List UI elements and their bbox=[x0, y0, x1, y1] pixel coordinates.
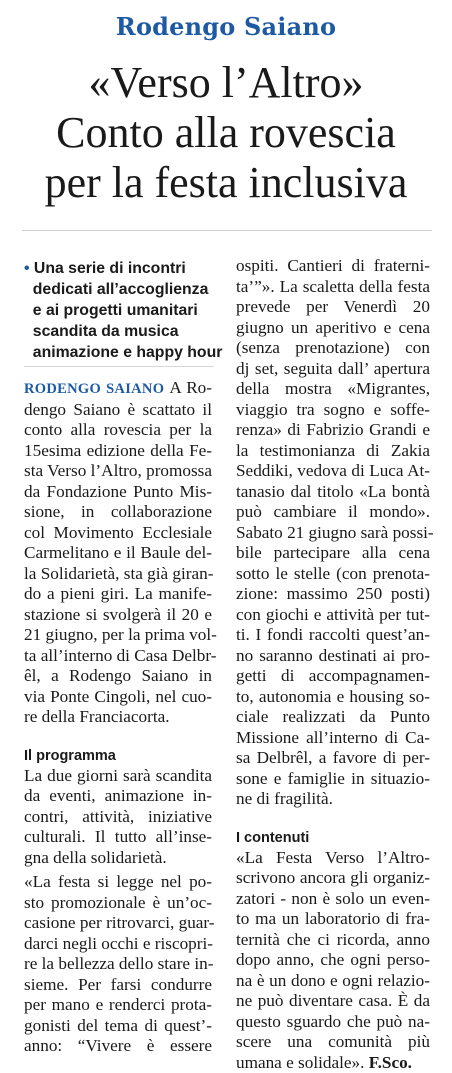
byline: F.Sco. bbox=[369, 1053, 412, 1072]
body-line: dj set, seguita dall’ apertura bbox=[236, 359, 430, 380]
body-line: da eventi, animazione in- bbox=[24, 786, 212, 807]
body-line: via Ponte Cingoli, nel cuo- bbox=[24, 687, 212, 708]
body-line: la Solidarietà, sta già giran- bbox=[24, 564, 212, 585]
body-line: no saranno destinati ai pro- bbox=[236, 646, 430, 667]
body-line: «La Festa Verso l’Altro- bbox=[236, 848, 430, 869]
body-line: da Fondazione Punto Mis- bbox=[24, 482, 212, 503]
body-line: sotto le stelle (con prenota- bbox=[236, 564, 430, 585]
body-line: scere una comunità più bbox=[236, 1032, 430, 1053]
summary-divider bbox=[24, 366, 214, 367]
summary-line: e ai progetti umanitari bbox=[24, 300, 216, 321]
body-line: stazione si svolgerà il 20 e bbox=[24, 605, 212, 626]
headline bbox=[0, 58, 452, 208]
body-line: sione, in collaborazione bbox=[24, 502, 212, 523]
body-line: zione: massimo 250 posti) bbox=[236, 584, 430, 605]
headline-line-2: Conto alla rovescia bbox=[0, 108, 452, 158]
bullet-icon: • bbox=[24, 260, 34, 277]
body-line: Seddiki, vedova di Luca At- bbox=[236, 461, 430, 482]
body-line: re della Franciacorta. bbox=[24, 707, 212, 728]
article-column-left bbox=[24, 378, 212, 1057]
body-line: prevede per Venerdì 20 bbox=[236, 297, 430, 318]
headline-line-3: per la festa inclusiva bbox=[0, 158, 452, 208]
body-line: col Movimento Ecclesiale bbox=[24, 523, 212, 544]
subheading: I contenuti bbox=[236, 828, 430, 848]
body-line: Missione all’interno di Ca- bbox=[236, 728, 430, 749]
article-column-right bbox=[236, 256, 430, 1073]
body-line: Sabato 21 giugno sarà possi- bbox=[236, 523, 430, 544]
summary-line: scandita da musica bbox=[24, 321, 216, 342]
headline-line-1: «Verso l’Altro» bbox=[0, 58, 452, 108]
body-line: sieme. Per farsi condurre bbox=[24, 975, 212, 996]
body-line: con giochi e attività per tut- bbox=[236, 605, 430, 626]
body-line: culturali. Il tutto all’inse- bbox=[24, 827, 212, 848]
body-line: ti. I fondi raccolti quest’an- bbox=[236, 625, 430, 646]
body-line: gonisti del tema di quest’- bbox=[24, 1016, 212, 1037]
body-line: ta’”». La scaletta della festa bbox=[236, 277, 430, 298]
body-line: to ma un laboratorio di fra- bbox=[236, 909, 430, 930]
body-line: contri, attività, iniziative bbox=[24, 807, 212, 828]
body-line: bile partecipare alla cena bbox=[236, 543, 430, 564]
summary-line: dedicati all’accoglienza bbox=[24, 279, 216, 300]
body-line: RODENGO SAIANO A Ro- bbox=[24, 378, 212, 400]
body-line: ne può diventare casa. È da bbox=[236, 991, 430, 1012]
body-line: può cambiare il mondo». bbox=[236, 502, 430, 523]
body-line: tanasio dal titolo «La bontà bbox=[236, 482, 430, 503]
body-line: della mostra «Migrantes, bbox=[236, 379, 430, 400]
body-line: anno: “Vivere è essere bbox=[24, 1036, 212, 1057]
body-line: (senza prenotazione) con bbox=[236, 338, 430, 359]
body-line: La due giorni sarà scandita bbox=[24, 766, 212, 787]
body-line: zatori - non è solo un even- bbox=[236, 889, 430, 910]
body-line: ne di fragilità. bbox=[236, 789, 430, 810]
body-line: dopo anno, che ogni perso- bbox=[236, 950, 430, 971]
subheading: Il programma bbox=[24, 746, 212, 766]
body-line: sto promozionale è un’oc- bbox=[24, 893, 212, 914]
body-line: conto alla rovescia per la bbox=[24, 420, 212, 441]
dateline: RODENGO SAIANO bbox=[24, 381, 169, 397]
body-line: getti di accompagnamen- bbox=[236, 666, 430, 687]
body-line: êl, a Rodengo Saiano in bbox=[24, 666, 212, 687]
body-line: casione per ritrovarci, guar- bbox=[24, 913, 212, 934]
body-line: questo sguardo che può na- bbox=[236, 1012, 430, 1033]
body-line: re la bellezza dello stare in- bbox=[24, 954, 212, 975]
body-line: ta all’interno di Casa Delbr- bbox=[24, 646, 212, 667]
body-line: scrivono ancora gli organiz- bbox=[236, 868, 430, 889]
body-line: 15esima edizione della Fe- bbox=[24, 441, 212, 462]
body-line: giugno un aperitivo e cena bbox=[236, 318, 430, 339]
body-line: «La festa si legge nel po- bbox=[24, 872, 212, 893]
body-line: to, autonomia e housing so- bbox=[236, 687, 430, 708]
body-line: do a pieni giri. La manife- bbox=[24, 584, 212, 605]
body-line: darci negli occhi e riscopri- bbox=[24, 934, 212, 955]
body-line: renza» di Fabrizio Grandi e bbox=[236, 420, 430, 441]
body-line: 21 giugno, per la prima vol- bbox=[24, 625, 212, 646]
body-line: sa Delbrêl, a favore di per- bbox=[236, 748, 430, 769]
body-line: la testimonianza di Zakia bbox=[236, 441, 430, 462]
body-line: sta Verso l’Altro, promossa bbox=[24, 461, 212, 482]
body-line: dengo Saiano è scattato il bbox=[24, 400, 212, 421]
body-line: ciale realizzati da Punto bbox=[236, 707, 430, 728]
summary-line: animazione e happy hour bbox=[24, 342, 216, 363]
headline-divider bbox=[22, 230, 432, 231]
body-line: ternità che ci ricorda, anno bbox=[236, 930, 430, 951]
summary-box bbox=[24, 258, 216, 363]
body-line: sone e famiglie in situazio- bbox=[236, 769, 430, 790]
body-line: Carmelitano e il Baule del- bbox=[24, 543, 212, 564]
body-line: per mano e renderci prota- bbox=[24, 995, 212, 1016]
body-line: na è un dono e ogni relazio- bbox=[236, 971, 430, 992]
body-line: umana e solidale». F.Sco. bbox=[236, 1053, 430, 1073]
section-kicker: Rodengo Saiano bbox=[0, 12, 452, 41]
body-line: viaggio tra sogno e soffe- bbox=[236, 400, 430, 421]
summary-line: • Una serie di incontri bbox=[24, 258, 216, 279]
body-line: gna della solidarietà. bbox=[24, 848, 212, 869]
body-line: ospiti. Cantieri di fraterni- bbox=[236, 256, 430, 277]
